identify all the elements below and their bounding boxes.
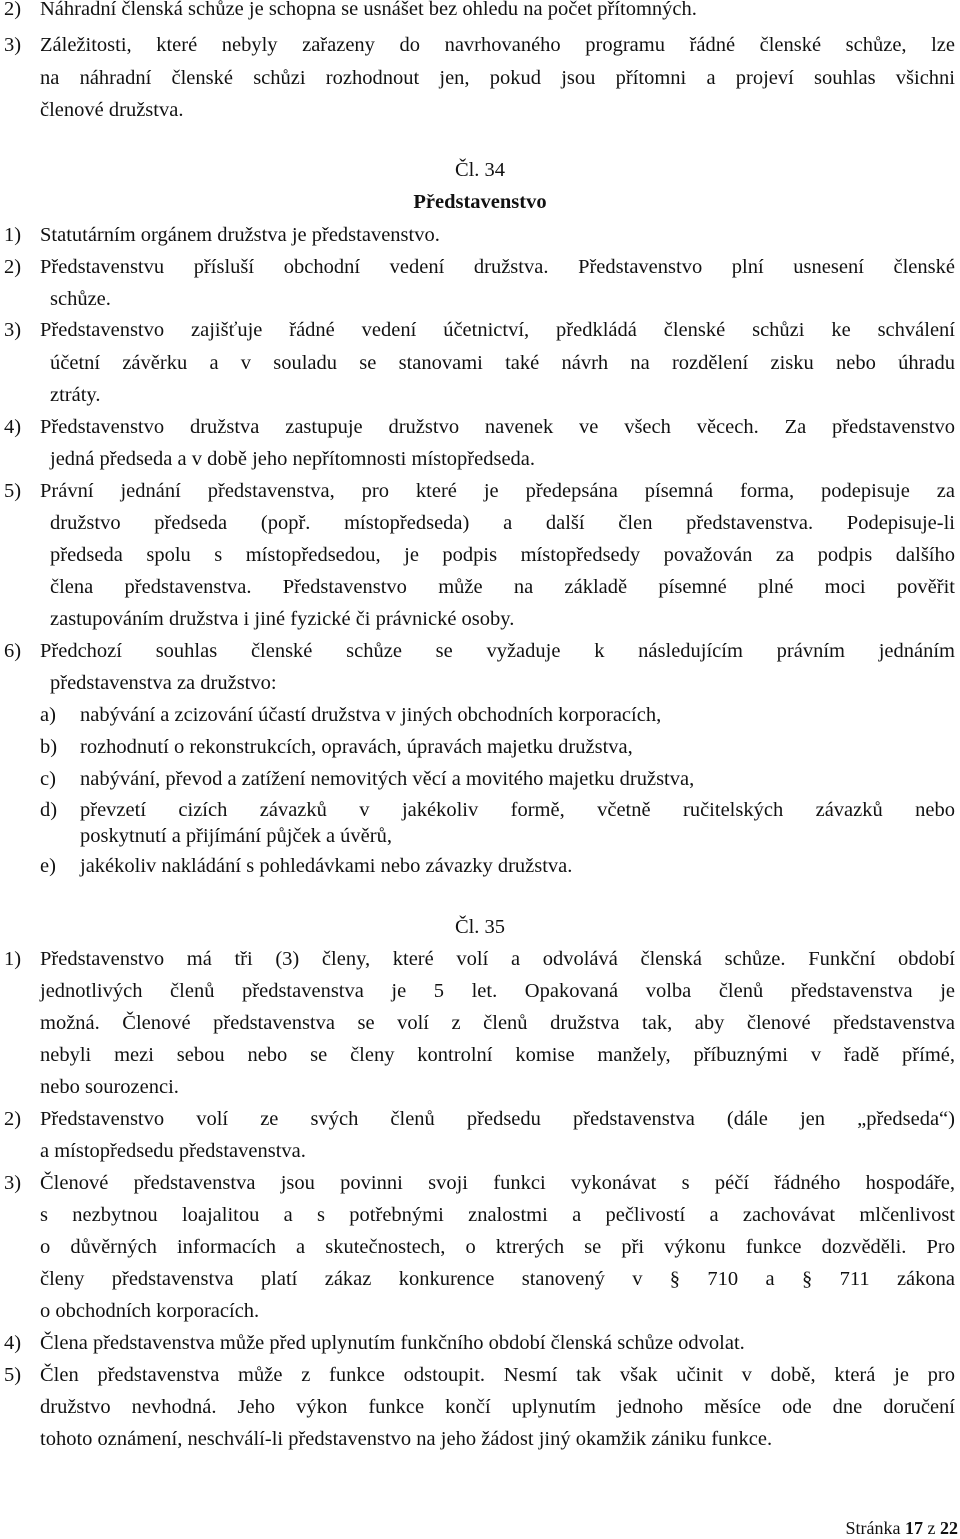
item-number: 2) <box>4 0 22 20</box>
subitem-text: nabývání, převod a zatížení nemovitých věcí a movitého majetku družstva, <box>80 768 695 790</box>
item-text: o obchodních korporacích. <box>40 1300 260 1322</box>
page-number-total: 22 <box>940 1518 958 1538</box>
subitem-letter: d) <box>40 799 58 821</box>
item-text: s nezbytnou loajalitou a s potřebnými znalostmi a pečlivostí a zachovávat mlčenlivost <box>40 1204 955 1226</box>
subitem-letter: a) <box>40 704 56 726</box>
subitem-text: převzetí cizích závazků v jakékoliv formě, včetně ručitelských závazků nebo <box>80 799 955 821</box>
item-text: nebo sourozenci. <box>40 1076 179 1098</box>
item-text: Představenstvu přísluší obchodní vedení družstva. Představenstvo plní usnesení členské <box>40 256 955 278</box>
item-text: Člena představenstva může před uplynutím funkčního období členská schůze odvolat. <box>40 1332 745 1354</box>
item-text: Záležitosti, které nebyly zařazeny do navrhovaného programu řádné členské schůze, lze <box>40 34 955 56</box>
item-number: 1) <box>4 224 22 246</box>
article-35-title: Čl. 35 <box>454 916 506 938</box>
item-number: 3) <box>4 1172 22 1194</box>
page-number-current: 17 <box>905 1518 923 1538</box>
item-text: Členové představenstva jsou povinni svoji funkci vykonávat s péčí řádného hospodáře, <box>40 1172 955 1194</box>
item-number: 1) <box>4 948 22 970</box>
item-number: 3) <box>4 319 22 341</box>
item-text: a místopředsedu představenstva. <box>40 1140 306 1162</box>
item-text: družstvo nevhodná. Jeho výkon funkce končí uplynutím jednoho měsíce ode dne doručení <box>40 1396 955 1418</box>
page-number-prefix: Stránka <box>845 1518 901 1538</box>
item-text: Statutárním orgánem družstva je představenstvo. <box>40 224 440 246</box>
item-text: ztráty. <box>50 384 101 406</box>
article-34-subtitle: Představenstvo <box>413 191 547 213</box>
item-number: 5) <box>4 1364 22 1386</box>
item-text: družstvo předseda (popř. místopředseda) a další člen představenstva. Podepisuje-li <box>50 512 955 534</box>
item-text: členové družstva. <box>40 99 184 121</box>
item-text: Představenstvo volí ze svých členů předsedu představenstva (dále jen „předseda“) <box>40 1108 955 1130</box>
item-text: nebyli mezi sebou nebo se členy kontrolní komise manžely, příbuznými v řadě přímé, <box>40 1044 955 1066</box>
item-text: Náhradní členská schůze je schopna se usnášet bez ohledu na počet přítomných. <box>40 0 697 20</box>
item-text: Právní jednání představenstva, pro které je předepsána písemná forma, podepisuje za <box>40 480 955 502</box>
item-number: 2) <box>4 256 22 278</box>
item-text: členy představenstva platí zákaz konkurence stanovený v § 710 a § 711 zákona <box>40 1268 955 1290</box>
item-text: Představenstvo družstva zastupuje družstvo navenek ve všech věcech. Za představenstvo <box>40 416 955 438</box>
item-text: o důvěrných informacích a skutečnostech, o ktrerých se při výkonu funkce dozvěděli. Pro <box>40 1236 955 1258</box>
subitem-letter: e) <box>40 855 56 877</box>
item-text: předseda spolu s místopředsedou, je podpis místopředsedy považován za podpis dalšího <box>50 544 955 566</box>
page-number-separator: z <box>927 1518 936 1538</box>
page-number <box>846 1517 958 1539</box>
item-text: zastupováním družstva i jiné fyzické či právnické osoby. <box>50 608 515 630</box>
item-number: 6) <box>4 640 22 662</box>
subitem-letter: c) <box>40 768 56 790</box>
item-text: jednotlivých členů představenstva je 5 let. Opakovaná volba členů představenstva je <box>40 980 955 1002</box>
item-text: představenstva za družstvo: <box>50 672 277 694</box>
item-number: 4) <box>4 1332 22 1354</box>
item-text: tohoto oznámení, neschválí-li představenstvo na jeho žádost jiný okamžik zániku funkce. <box>40 1428 773 1450</box>
subitem-text: rozhodnutí o rekonstrukcích, opravách, úpravách majetku družstva, <box>80 736 633 758</box>
item-text: na náhradní členské schůzi rozhodnout jen, pokud jsou přítomni a projeví souhlas všichni <box>40 67 955 89</box>
item-text: možná. Členové představenstva se volí z členů družstva tak, aby členové představenstva <box>40 1012 955 1034</box>
item-number: 2) <box>4 1108 22 1130</box>
subitem-text: nabývání a zcizování účastí družstva v jiných obchodních korporacích, <box>80 704 662 726</box>
item-number: 5) <box>4 480 22 502</box>
item-text: Představenstvo zajišťuje řádné vedení účetnictví, předkládá členské schůzi ke schválení <box>40 319 955 341</box>
item-text: schůze. <box>50 288 111 310</box>
item-text: Člen představenstva může z funkce odstoupit. Nesmí tak však učinit v době, která je pro <box>40 1364 955 1386</box>
item-number: 4) <box>4 416 22 438</box>
item-text: člena představenstva. Představenstvo může na základě písemné plné moci pověřit <box>50 576 955 598</box>
item-text: jedná předseda a v době jeho nepřítomnosti místopředseda. <box>50 448 536 470</box>
subitem-letter: b) <box>40 736 58 758</box>
item-text: Předchozí souhlas členské schůze se vyžaduje k následujícím právním jednáním <box>40 640 955 662</box>
subitem-text: poskytnutí a přijímání půjček a úvěrů, <box>80 825 392 847</box>
item-number: 3) <box>4 34 22 56</box>
item-text: účetní závěrku a v souladu se stanovami také návrh na rozdělení zisku nebo úhradu <box>50 352 955 374</box>
subitem-text: jakékoliv nakládání s pohledávkami nebo závazky družstva. <box>80 855 573 877</box>
item-text: Představenstvo má tři (3) členy, které volí a odvolává členská schůze. Funkční období <box>40 948 955 970</box>
article-34-title: Čl. 34 <box>454 159 506 181</box>
